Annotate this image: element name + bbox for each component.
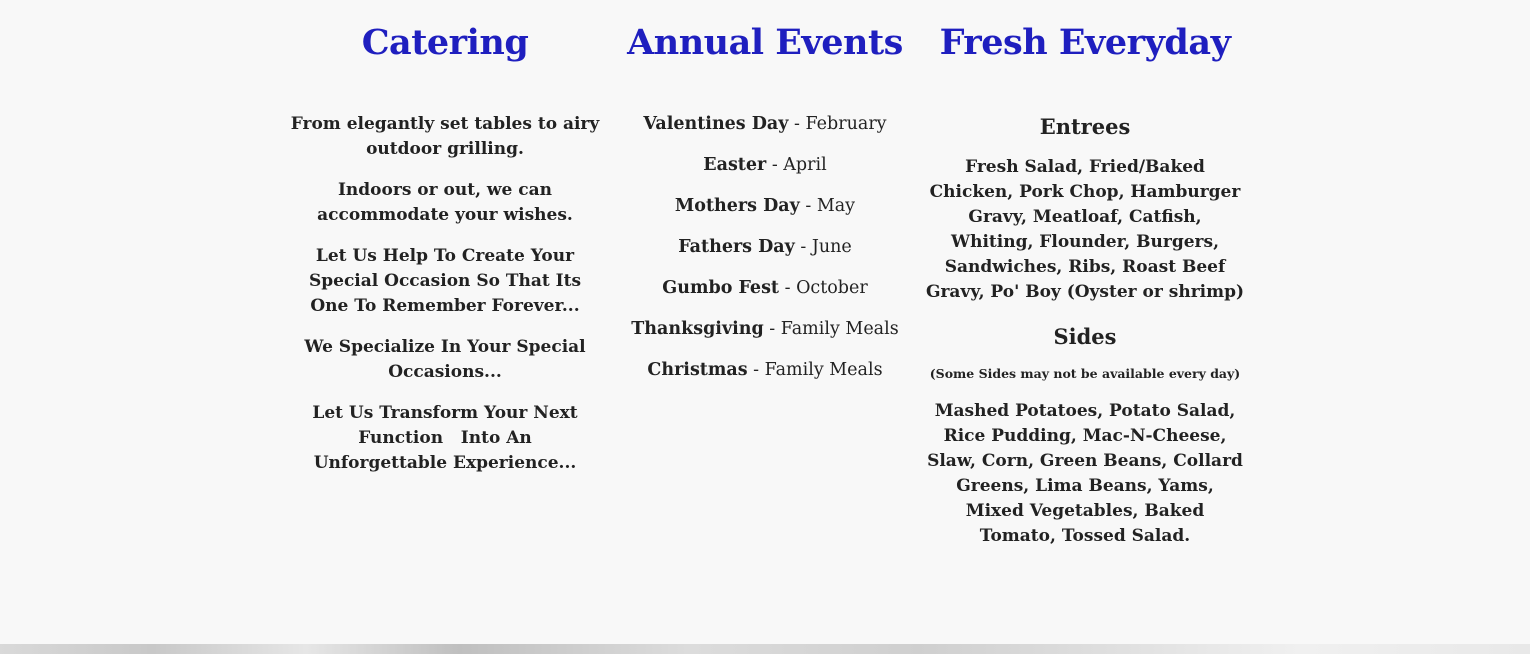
event-when: October [796,278,868,298]
event-when: Family Meals [764,360,883,380]
event-separator: - [794,237,812,257]
event-separator: - [799,196,817,216]
event-name: Mothers Day [674,196,800,216]
catering-paragraph: From elegantly set tables to airy outdoor grilling. [290,114,600,159]
annual-events-list [620,112,910,383]
event-name: Gumbo Fest [662,278,780,298]
event-separator: - [747,360,765,380]
event-item-fathers-day [620,235,910,260]
sides-heading: Sides [1053,324,1117,349]
catering-body [290,112,600,476]
event-name: Valentines Day [643,114,789,134]
annual-events-column [620,0,910,399]
sides-availability-note: (Some Sides may not be available every day) [929,366,1241,381]
event-name: Fathers Day [678,237,795,257]
footer-image-strip [0,644,1530,654]
catering-title: Catering [361,22,529,63]
fresh-everyday-column [925,0,1245,549]
fresh-everyday-title: Fresh Everyday [939,22,1231,63]
catering-paragraph: Let Us Help To Create Your Special Occasion So That Its One To Remember Forever... [308,246,582,316]
event-separator: - [763,319,781,339]
event-when: Family Meals [780,319,899,339]
catering-paragraph: Indoors or out, we can accommodate your wishes. [317,180,573,225]
catering-paragraph: We Specialize In Your Special Occasions... [304,337,586,382]
annual-events-title: Annual Events [627,22,903,63]
catering-paragraph: Let Us Transform Your Next Function Into An Unforgettable Experience... [312,403,578,473]
event-separator: - [788,114,806,134]
event-name: Thanksgiving [631,319,764,339]
entrees-list: Fresh Salad, Fried/Baked Chicken, Pork Chop, Hamburger Gravy, Meatloaf, Catfish, Whiting, Flounder, Burgers, Sandwiches, Ribs, Roast Beef Gravy, Po' Boy (Oyster or shrimp) [925,157,1245,302]
event-name: Christmas [647,360,748,380]
event-item-thanksgiving [620,317,910,342]
event-when: April [783,155,827,175]
event-item-mothers-day [620,194,910,219]
entrees-heading: Entrees [1039,114,1131,139]
event-when: June [811,237,852,257]
event-item-christmas [620,358,910,383]
event-name: Easter [703,155,767,175]
catering-column [290,0,600,492]
event-when: May [816,196,856,216]
event-item-gumbo-fest [620,276,910,301]
event-item-valentines [620,112,910,137]
event-separator: - [779,278,797,298]
sides-list: Mashed Potatoes, Potato Salad, Rice Pudding, Mac-N-Cheese, Slaw, Corn, Green Beans, Collard Greens, Lima Beans, Yams, Mixed Vegetables, Baked Tomato, Tossed Salad. [927,401,1243,546]
event-when: February [805,114,887,134]
event-item-easter [620,153,910,178]
event-separator: - [766,155,784,175]
